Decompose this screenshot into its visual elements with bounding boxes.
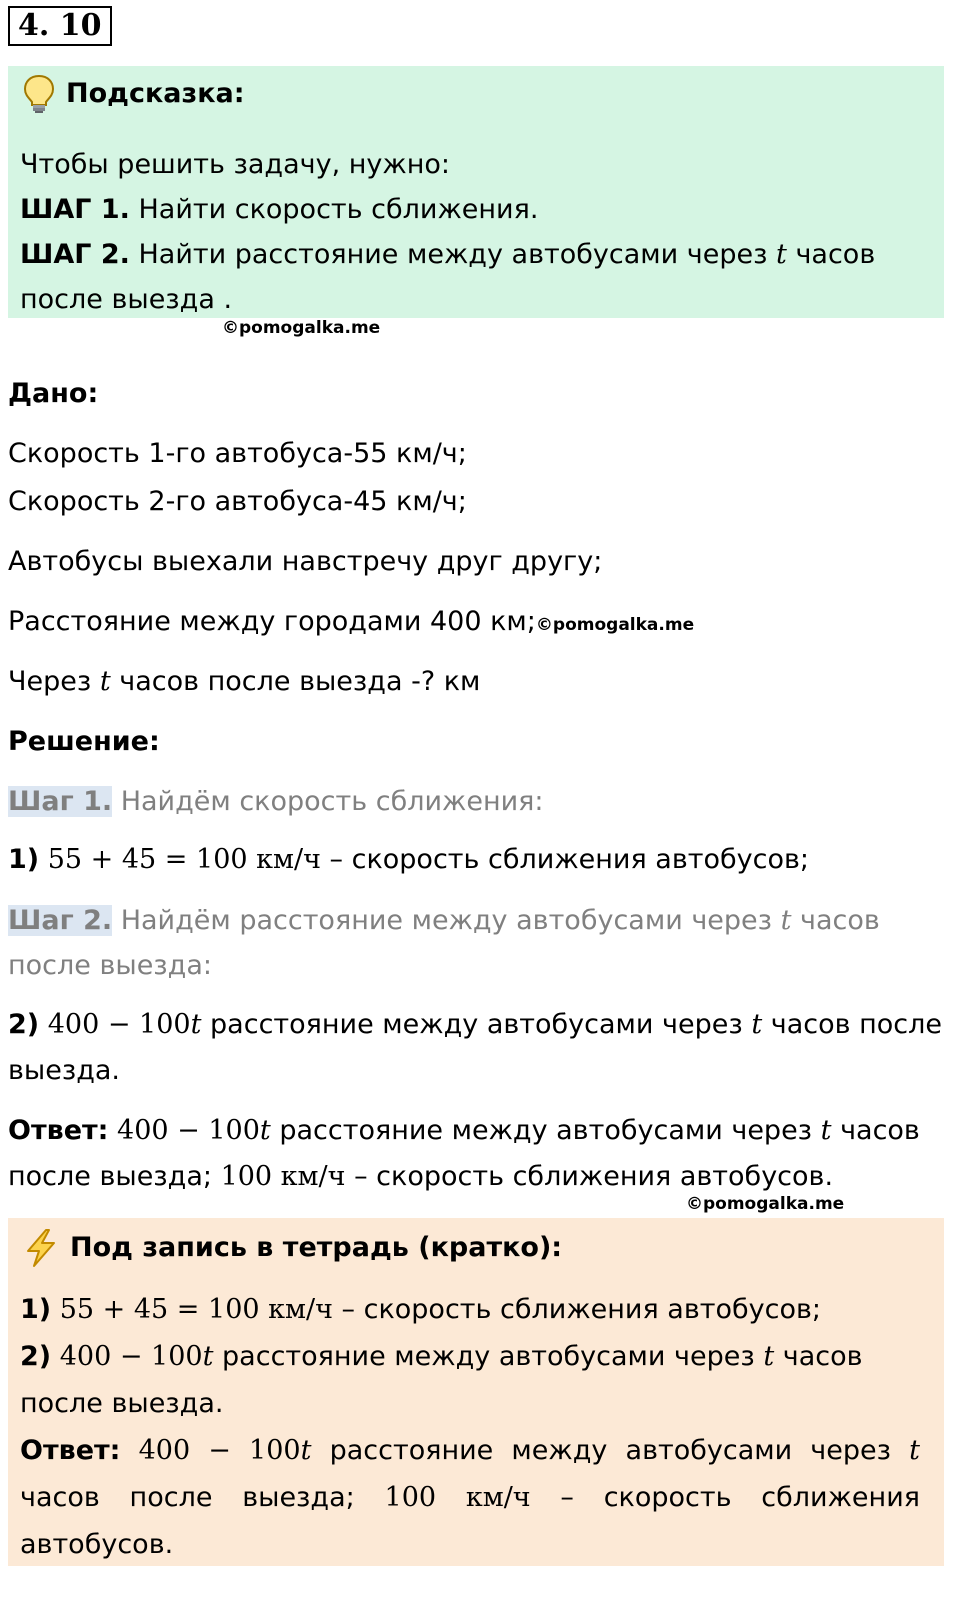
hint-step-2-text-a: Найти расстояние между автобусами через [129, 239, 777, 270]
variable-t: t [300, 1435, 312, 1466]
variable-t: t [776, 239, 787, 270]
notes-item-1-text: – скорость сближения автобусов; [332, 1294, 821, 1325]
hint-body [20, 142, 932, 322]
given-line-1: Скорость 1-го автобуса-55 км/ч; [8, 438, 467, 469]
watermark: ©pomogalka.me [686, 1194, 845, 1214]
notes-answer-text-c: – скорость сближения автобусов. [20, 1482, 920, 1560]
solution-step-2-heading [8, 898, 952, 988]
hint-step-2-text-b: часов после выезда . [20, 239, 876, 315]
hint-step-1 [20, 187, 932, 232]
hint-intro: Чтобы решить задачу, нужно: [20, 149, 450, 180]
watermark: ©pomogalka.me [535, 615, 695, 635]
variable-t: t [751, 1009, 763, 1040]
notes-item-1-formula: 55 + 45 = 100 км/ч [51, 1294, 333, 1325]
variable-t: t [820, 1115, 832, 1146]
item-1-text: – скорость сближения автобусов; [320, 844, 809, 875]
notes-item-2 [20, 1333, 920, 1427]
variable-t: t [780, 905, 792, 936]
notes-item-2-text-a: расстояние между автобусами через [213, 1341, 764, 1372]
hint-header [22, 74, 245, 114]
given-line-4-text: Расстояние между городами 400 км; [8, 606, 536, 637]
notes-item-1-number: 1) [20, 1294, 52, 1325]
notes-answer-formula: 400 − 100 [120, 1435, 301, 1466]
given-line-5-text-a: Через [8, 666, 100, 697]
variable-t: t [202, 1341, 214, 1372]
answer-text-c: – скорость сближения автобусов. [345, 1161, 834, 1192]
watermark: ©pomogalka.me [222, 318, 381, 338]
answer-formula: 400 − 100 [108, 1115, 260, 1146]
solution-answer [8, 1108, 952, 1200]
notes-answer-label: Ответ: [20, 1435, 121, 1466]
step-2-heading-text-b: часов после выезда: [8, 905, 880, 981]
notes-answer-text-b: часов после выезда; [20, 1482, 385, 1513]
given-line-5 [8, 658, 952, 705]
answer-text-a: расстояние между автобусами через [270, 1115, 821, 1146]
step-2-tag: Шаг 2. [8, 905, 113, 936]
given-line-3: Автобусы выехали навстречу друг другу; [8, 546, 603, 577]
variable-t: t [909, 1435, 920, 1466]
given-line-5-text-b: часов после выезда -? км [110, 666, 481, 697]
notes-answer-formula-2: 100 км/ч [384, 1482, 531, 1513]
given-title: Дано: [8, 378, 99, 409]
notes-item-1 [20, 1286, 920, 1333]
item-2-text-a: расстояние между автобусами через [201, 1009, 752, 1040]
answer-formula-2: 100 км/ч [220, 1161, 346, 1192]
hint-title: Подсказка: [66, 78, 245, 109]
item-2-formula: 400 − 100 [39, 1009, 191, 1040]
hint-step-2-label: ШАГ 2. [20, 239, 130, 270]
variable-t: t [99, 666, 111, 697]
hint-box [8, 66, 944, 318]
variable-t: t [259, 1115, 271, 1146]
lightbulb-icon [22, 74, 56, 114]
hint-step-2 [20, 232, 932, 322]
notes-header [22, 1226, 562, 1270]
notes-box [8, 1218, 944, 1566]
item-1-formula: 55 + 45 = 100 км/ч [39, 844, 321, 875]
variable-t: t [763, 1341, 775, 1372]
hint-step-1-label: ШАГ 1. [20, 194, 130, 225]
step-1-heading-text: Найдём скорость сближения: [112, 786, 544, 817]
variable-t: t [190, 1009, 202, 1040]
answer-label: Ответ: [8, 1115, 109, 1146]
notes-answer-text-a: расстояние между автобусами через [311, 1435, 910, 1466]
solution-item-1 [8, 836, 952, 883]
item-1-number: 1) [8, 844, 40, 875]
answer-text-b: часов после выезда; [8, 1115, 920, 1192]
hint-step-1-text: Найти скорость сближения. [129, 194, 539, 225]
solution-item-2 [8, 1002, 952, 1094]
notes-item-2-text-b: часов после выезда. [20, 1341, 863, 1419]
notes-body [20, 1286, 920, 1568]
given-line-2: Скорость 2-го автобуса-45 км/ч; [8, 486, 467, 517]
solution-title: Решение: [8, 726, 160, 757]
notes-item-2-formula: 400 − 100 [51, 1341, 203, 1372]
task-number: 4. 10 [8, 6, 112, 46]
step-1-tag: Шаг 1. [8, 786, 113, 817]
given-line-4 [8, 598, 952, 649]
step-2-heading-text-a: Найдём расстояние между автобусами через [112, 905, 781, 936]
notes-item-2-number: 2) [20, 1341, 52, 1372]
solution-step-1-heading [8, 778, 952, 825]
notes-title: Под запись в тетрадь (кратко): [70, 1232, 563, 1263]
notes-answer [20, 1427, 920, 1568]
item-2-number: 2) [8, 1009, 40, 1040]
item-2-text-b: часов после выезда. [8, 1009, 942, 1086]
lightning-icon [22, 1228, 60, 1268]
